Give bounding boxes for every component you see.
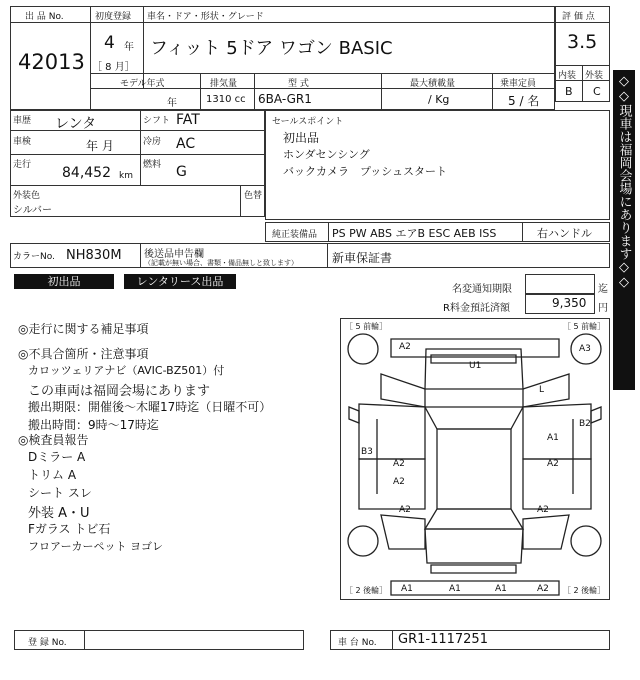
damage-mark: B3 bbox=[361, 447, 373, 457]
equipment-value: PS PW ABS エアB ESC AEB ISS bbox=[332, 227, 497, 240]
name-change-unit: 迄 bbox=[598, 284, 608, 295]
inspector-line-3: シート スレ bbox=[28, 486, 92, 500]
damage-mark: A1 bbox=[547, 433, 559, 443]
rating-label: 評 価 点 bbox=[562, 12, 595, 22]
damage-mark: A2 bbox=[393, 459, 405, 469]
damage-mark: L bbox=[539, 385, 545, 395]
max-load-value: / Kg bbox=[428, 93, 450, 106]
rental-lease-badge: レンタリース出品 bbox=[124, 274, 236, 289]
sales-point-1: 初出品 bbox=[283, 131, 320, 145]
car-name: フィット 5ドア ワゴン BASIC bbox=[150, 38, 393, 59]
exterior-grade: C bbox=[593, 85, 601, 98]
lot-number: 42013 bbox=[18, 50, 85, 74]
corner-rear-right: ［ 2 後輪］ bbox=[563, 586, 606, 595]
mileage-unit: km bbox=[119, 171, 133, 181]
corner-front-right: ［ 5 前輪］ bbox=[563, 322, 606, 331]
inspection-label: 車検 bbox=[13, 137, 32, 147]
displacement-value: 1310 cc bbox=[206, 94, 246, 105]
inspector-line-5: Fガラス トビ石 bbox=[28, 522, 111, 536]
damage-mark: A1 bbox=[401, 584, 413, 594]
reg-year-unit: 年 bbox=[124, 42, 134, 53]
chassis-no-value: GR1-1117251 bbox=[398, 632, 488, 647]
damage-mark: B2 bbox=[579, 419, 591, 429]
fuel-value: G bbox=[176, 164, 187, 180]
color-no-label: カラーNo. bbox=[13, 252, 55, 262]
ac-label: 冷房 bbox=[143, 137, 162, 147]
history-value: レンタ bbox=[55, 116, 97, 132]
first-listing-badge: 初出品 bbox=[14, 274, 114, 289]
reg-no-label: 登 録 No. bbox=[28, 638, 67, 648]
lot-label: 出 品 No. bbox=[25, 12, 64, 22]
inspector-heading: ◎検査員報告 bbox=[18, 433, 89, 447]
type-label: 型 式 bbox=[288, 79, 309, 89]
aftermarket-label: 後送品申告欄 bbox=[144, 249, 204, 260]
model-year-label: モデル年式 bbox=[120, 79, 165, 89]
defects-heading: ◎不具合箇所・注意事項 bbox=[18, 347, 149, 361]
damage-mark: U1 bbox=[469, 361, 482, 371]
inspection-value: 年 月 bbox=[86, 139, 114, 153]
damage-mark: A2 bbox=[547, 459, 559, 469]
defect-line-4: 搬出時間：9時〜17時迄 bbox=[28, 418, 159, 432]
inspector-line-6: フロアーカーペット ヨゴレ bbox=[28, 540, 163, 553]
defect-line-3: 搬出期限：開催後〜木曜17時迄（日曜不可） bbox=[28, 400, 272, 414]
damage-mark: A2 bbox=[537, 584, 549, 594]
color-no-value: NH830M bbox=[66, 248, 122, 263]
inspector-line-4: 外装 A・U bbox=[28, 506, 90, 521]
type-value: 6BA-GR1 bbox=[258, 92, 312, 106]
location-sidebar bbox=[613, 70, 635, 390]
corner-rear-left: ［ 2 後輪］ bbox=[345, 586, 388, 595]
max-load-label: 最大積載量 bbox=[410, 79, 456, 89]
name-change-box bbox=[525, 274, 595, 294]
reg-year: 4 bbox=[104, 33, 115, 53]
fuel-label: 燃料 bbox=[143, 160, 162, 170]
capacity-label: 乗車定員 bbox=[500, 79, 537, 89]
steering-value: 右ハンドル bbox=[537, 227, 592, 240]
first-reg-label: 初度登録 bbox=[95, 12, 132, 22]
sales-points-label: セールスポイント bbox=[272, 117, 344, 127]
color-change-label: 色替 bbox=[244, 191, 263, 201]
interior-label: 内装 bbox=[558, 71, 577, 81]
sidebar-text: ◇◇現車は福岡会場にあります◇◇ bbox=[616, 74, 632, 290]
chassis-no-label: 車 台 No. bbox=[338, 638, 377, 648]
shift-label: シフト bbox=[143, 116, 171, 126]
recycle-unit: 円 bbox=[598, 303, 608, 314]
damage-mark: A1 bbox=[495, 584, 507, 594]
ac-value: AC bbox=[176, 136, 196, 152]
defect-line-2: この車両は福岡会場にあります bbox=[28, 384, 211, 399]
equipment-label: 純正装備品 bbox=[272, 230, 318, 240]
ext-color-value: シルバー bbox=[13, 205, 53, 216]
inspector-line-2: トリム A bbox=[28, 468, 77, 482]
corner-front-left: ［ 5 前輪］ bbox=[345, 322, 388, 331]
sales-point-3: バックカメラ プッシュスタート bbox=[283, 165, 448, 178]
damage-mark: A1 bbox=[449, 584, 461, 594]
aftermarket-note: （記載が無い場合、書類・備品無しと致します） bbox=[144, 259, 298, 267]
damage-mark: A2 bbox=[399, 342, 411, 352]
defect-line-1: カロッツェリアナビ（AVIC-BZ501）付 bbox=[28, 364, 225, 377]
damage-mark: A2 bbox=[399, 505, 411, 515]
recycle-label: R料金預託済額 bbox=[443, 303, 510, 314]
title-label: 車名・ドア・形状・グレード bbox=[147, 12, 264, 22]
damage-mark: A2 bbox=[537, 505, 549, 515]
name-change-label: 名変通知期限 bbox=[452, 284, 512, 295]
mileage-value: 84,452 bbox=[62, 165, 111, 181]
inspector-line-1: Dミラー A bbox=[28, 450, 86, 464]
reg-month: ［ 8 月］ bbox=[92, 62, 135, 73]
displacement-label: 排気量 bbox=[210, 79, 238, 89]
car-diagram bbox=[340, 318, 610, 600]
capacity-value: 5 / 名 bbox=[508, 94, 540, 108]
rating-value: 3.5 bbox=[567, 31, 598, 53]
driving-heading: ◎走行に関する補足事項 bbox=[18, 322, 149, 336]
model-year-unit: 年 bbox=[167, 98, 177, 109]
exterior-label: 外装 bbox=[585, 71, 604, 81]
damage-mark: A2 bbox=[393, 477, 405, 487]
recycle-value: 9,350 bbox=[552, 296, 587, 310]
warranty-value: 新車保証書 bbox=[332, 251, 393, 265]
damage-mark: A3 bbox=[579, 344, 591, 354]
mileage-label: 走行 bbox=[13, 160, 32, 170]
shift-value: FAT bbox=[176, 112, 200, 128]
sales-point-2: ホンダセンシング bbox=[283, 148, 370, 161]
interior-grade: B bbox=[565, 85, 573, 98]
history-label: 車歴 bbox=[13, 116, 32, 126]
ext-color-label: 外装色 bbox=[13, 191, 41, 201]
